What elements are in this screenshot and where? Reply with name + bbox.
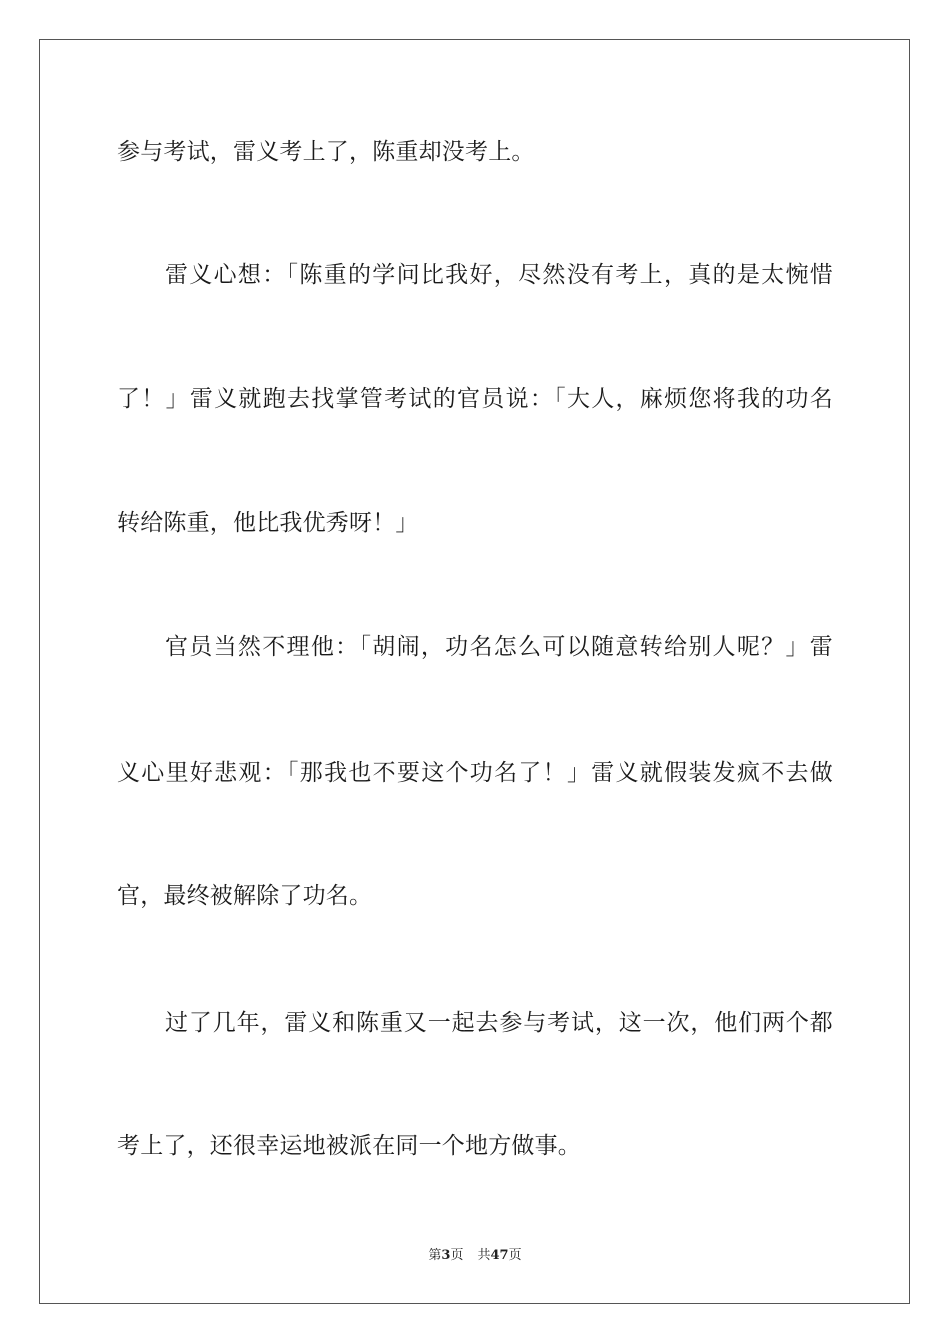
text-line-2: 雷义心想：「陈重的学问比我好，尽然没有考上，真的是太惋惜	[165, 262, 833, 288]
page-footer	[0, 1247, 950, 1265]
text-line-9: 考上了，还很幸运地被派在同一个地方做事。	[117, 1133, 581, 1159]
footer-total-suffix: 页	[508, 1248, 522, 1263]
footer-total-pages: 47	[490, 1248, 509, 1263]
text-line-8: 过了几年，雷义和陈重又一起去参与考试，这一次，他们两个都	[165, 1010, 833, 1036]
text-line-4: 转给陈重，他比我优秀呀！」	[117, 510, 419, 536]
footer-total-prefix: 共	[477, 1248, 491, 1263]
footer-page-prefix: 第	[428, 1248, 442, 1263]
text-line-7: 官，最终被解除了功名。	[117, 883, 373, 909]
text-line-6: 义心里好悲观：「那我也不要这个功名了！」雷义就假装发疯不去做	[117, 760, 833, 786]
text-line-5: 官员当然不理他：「胡闹，功名怎么可以随意转给别人呢？」雷	[165, 634, 833, 660]
footer-page-number: 3	[441, 1248, 451, 1263]
text-line-3: 了！」雷义就跑去找掌管考试的官员说：「大人，麻烦您将我的功名	[117, 386, 833, 412]
page-border	[39, 39, 910, 1304]
text-line-1: 参与考试，雷义考上了，陈重却没考上。	[117, 139, 535, 165]
footer-page-suffix: 页	[450, 1248, 464, 1263]
